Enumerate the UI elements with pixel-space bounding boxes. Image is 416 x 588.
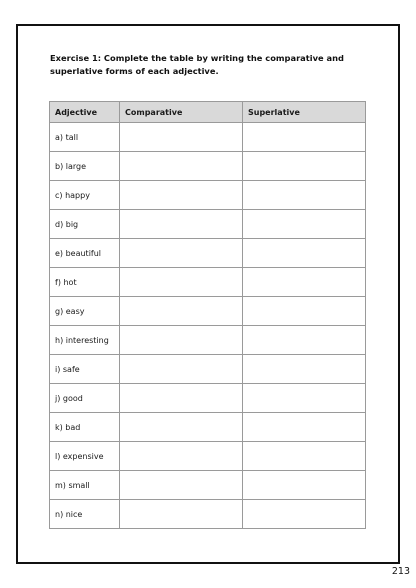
header-adjective: Adjective — [50, 102, 120, 123]
adjective-cell: h) interesting — [50, 326, 120, 355]
superlative-answer-cell[interactable] — [243, 413, 366, 442]
comparative-answer-cell[interactable] — [120, 355, 243, 384]
comparative-answer-cell[interactable] — [120, 123, 243, 152]
comparative-answer-cell[interactable] — [120, 413, 243, 442]
table-row — [50, 181, 366, 210]
table-row — [50, 442, 366, 471]
comparative-answer-cell[interactable] — [120, 268, 243, 297]
adjective-cell: k) bad — [50, 413, 120, 442]
table-row — [50, 500, 366, 529]
adjective-cell: j) good — [50, 384, 120, 413]
adjective-cell: i) safe — [50, 355, 120, 384]
superlative-answer-cell[interactable] — [243, 268, 366, 297]
table-row — [50, 210, 366, 239]
adjective-cell: m) small — [50, 471, 120, 500]
superlative-answer-cell[interactable] — [243, 239, 366, 268]
superlative-answer-cell[interactable] — [243, 152, 366, 181]
comparative-answer-cell[interactable] — [120, 297, 243, 326]
superlative-answer-cell[interactable] — [243, 210, 366, 239]
adjective-table — [49, 101, 366, 529]
adjective-cell: d) big — [50, 210, 120, 239]
adjective-cell: c) happy — [50, 181, 120, 210]
comparative-answer-cell[interactable] — [120, 500, 243, 529]
header-comparative: Comparative — [120, 102, 243, 123]
superlative-answer-cell[interactable] — [243, 181, 366, 210]
superlative-answer-cell[interactable] — [243, 123, 366, 152]
superlative-answer-cell[interactable] — [243, 471, 366, 500]
table-row — [50, 413, 366, 442]
table-row — [50, 239, 366, 268]
adjective-cell: g) easy — [50, 297, 120, 326]
superlative-answer-cell[interactable] — [243, 326, 366, 355]
table-row — [50, 355, 366, 384]
superlative-answer-cell[interactable] — [243, 355, 366, 384]
superlative-answer-cell[interactable] — [243, 442, 366, 471]
adjective-cell: e) beautiful — [50, 239, 120, 268]
comparative-answer-cell[interactable] — [120, 326, 243, 355]
superlative-answer-cell[interactable] — [243, 297, 366, 326]
comparative-answer-cell[interactable] — [120, 152, 243, 181]
table-row — [50, 326, 366, 355]
comparative-answer-cell[interactable] — [120, 210, 243, 239]
comparative-answer-cell[interactable] — [120, 181, 243, 210]
comparative-answer-cell[interactable] — [120, 384, 243, 413]
adjective-cell: l) expensive — [50, 442, 120, 471]
adjective-cell: a) tall — [50, 123, 120, 152]
table-row — [50, 297, 366, 326]
comparative-answer-cell[interactable] — [120, 471, 243, 500]
adjective-cell: f) hot — [50, 268, 120, 297]
table-row — [50, 268, 366, 297]
comparative-answer-cell[interactable] — [120, 239, 243, 268]
table-row — [50, 384, 366, 413]
header-superlative: Superlative — [243, 102, 366, 123]
table-body — [50, 123, 366, 529]
superlative-answer-cell[interactable] — [243, 384, 366, 413]
superlative-answer-cell[interactable] — [243, 500, 366, 529]
page-number: 213 — [391, 566, 410, 577]
table-row — [50, 471, 366, 500]
table-row — [50, 123, 366, 152]
table-row — [50, 152, 366, 181]
exercise-instructions: Exercise 1: Complete the table by writing the comparative and superlative forms of each adjective. — [50, 53, 344, 76]
adjective-cell: b) large — [50, 152, 120, 181]
comparative-answer-cell[interactable] — [120, 442, 243, 471]
table-header-row — [50, 102, 366, 123]
adjective-cell: n) nice — [50, 500, 120, 529]
